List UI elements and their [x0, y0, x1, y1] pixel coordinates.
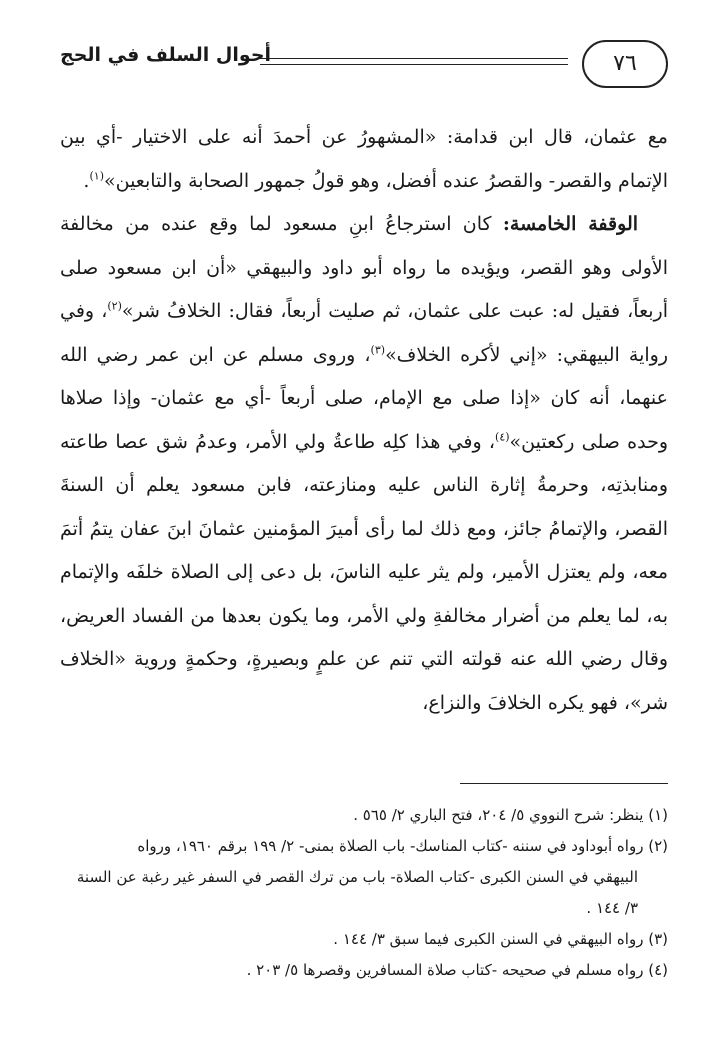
footnote-continuation: ٣/ ١٤٤ .	[586, 899, 638, 917]
footnote-separator	[460, 783, 668, 784]
paragraph-text: ، وروى مسلم عن ابن عمر رضي الله عنهما، أنه كان «إذا صلى مع الإمام، صلى أربعاً -أي مع عثمان- وإذا صلاها وحده صلى ركعتين»	[60, 343, 668, 453]
footnote-number: (١)	[648, 806, 668, 824]
header-rule	[260, 58, 568, 65]
footnote	[60, 955, 668, 986]
paragraph-end: .	[83, 169, 90, 192]
running-title: أحوال السلف في الحج	[60, 44, 272, 66]
paragraph-text: كان استرجاعُ ابنِ مسعود لما وقع عنده من مخالفة الأولى وهو القصر، ويؤيده ما رواه أبو داود والبيهقي «أن ابن مسعود صلى أربعاً، فقيل له: عبت على عثمان، ثم صليت أربعاً، فقال: الخلافُ شر»	[60, 213, 668, 322]
footnote-text: ينظر: شرح النووي ٥/ ٢٠٤، فتح الباري ٢/ ٥٦٥ .	[353, 806, 644, 824]
footnote-number: (٢)	[648, 837, 668, 855]
paragraph-fifth-point	[60, 203, 668, 725]
footnote-text: رواه مسلم في صحيحه -كتاب صلاة المسافرين وقصرها ٥/ ٢٠٣ .	[246, 961, 644, 979]
footnote-ref: (٤)	[495, 430, 510, 444]
paragraph-text: ، وفي رواية البيهقي: «إني لأكره الخلاف»	[60, 300, 668, 366]
page-number: ٧٦	[582, 40, 668, 88]
footnote	[60, 800, 668, 831]
paragraph-text: مع عثمان، قال ابن قدامة: «المشهورُ عن أحمدَ أنه على الاختيار -أي بين الإتمام والقصر- والقصرُ عنده أفضل، وهو قولُ جمهور الصحابة والتابعين»	[60, 126, 668, 192]
page-header	[60, 40, 668, 96]
footnote-number: (٤)	[648, 961, 668, 979]
paragraph-continuation	[60, 116, 668, 203]
footnote-ref: (٢)	[107, 299, 122, 313]
footnote-text: رواه أبوداود في سننه -كتاب المناسك- باب الصلاة بمنى- ٢/ ١٩٩ برقم ١٩٦٠، ورواه	[137, 837, 644, 855]
footnote	[60, 831, 668, 862]
footnotes	[60, 800, 668, 986]
footnote-ref: (٣)	[370, 343, 386, 357]
footnote-text: رواه البيهقي في السنن الكبرى فيما سبق ٣/ ١٤٤ .	[333, 930, 644, 948]
section-lead: الوقفة الخامسة:	[502, 213, 639, 235]
main-text	[60, 116, 668, 725]
footnote-number: (٣)	[648, 930, 668, 948]
paragraph-text: ، وفي هذا كلِه طاعةُ ولي الأمر، وعدمُ شق عصا طاعته ومنابذتِه، وحرمةُ إثارة الناس عليه ومنازعته، فابن مسعود يعلم أن السنةَ القصر، والإتمامُ جائز، ومع ذلك لما رأى أميرَ المؤمنين عثمانَ ابنَ عفان يتمُ أتمَ معه، ولم يعتزل الأمير، ولم يثر عليه الناسَ، بل دعى إلى الصلاة خلفَه والإتمام به، لما يعلم من أضرار مخالفةِ ولي الأمر، وما يكون بعدها من الفساد العريض، وقال رضي الله عنه قولته التي تنم عن علمٍ وبصيرةٍ، وحكمةٍ وروية «الخلاف شر»، فهو يكره الخلافَ والنزاع،	[60, 430, 668, 714]
footnote	[60, 924, 668, 955]
footnote-continuation: البيهقي في السنن الكبرى -كتاب الصلاة- باب من ترك القصر في السفر غير رغبة عن السنة	[76, 868, 638, 886]
footnote-ref: (١)	[89, 169, 104, 183]
